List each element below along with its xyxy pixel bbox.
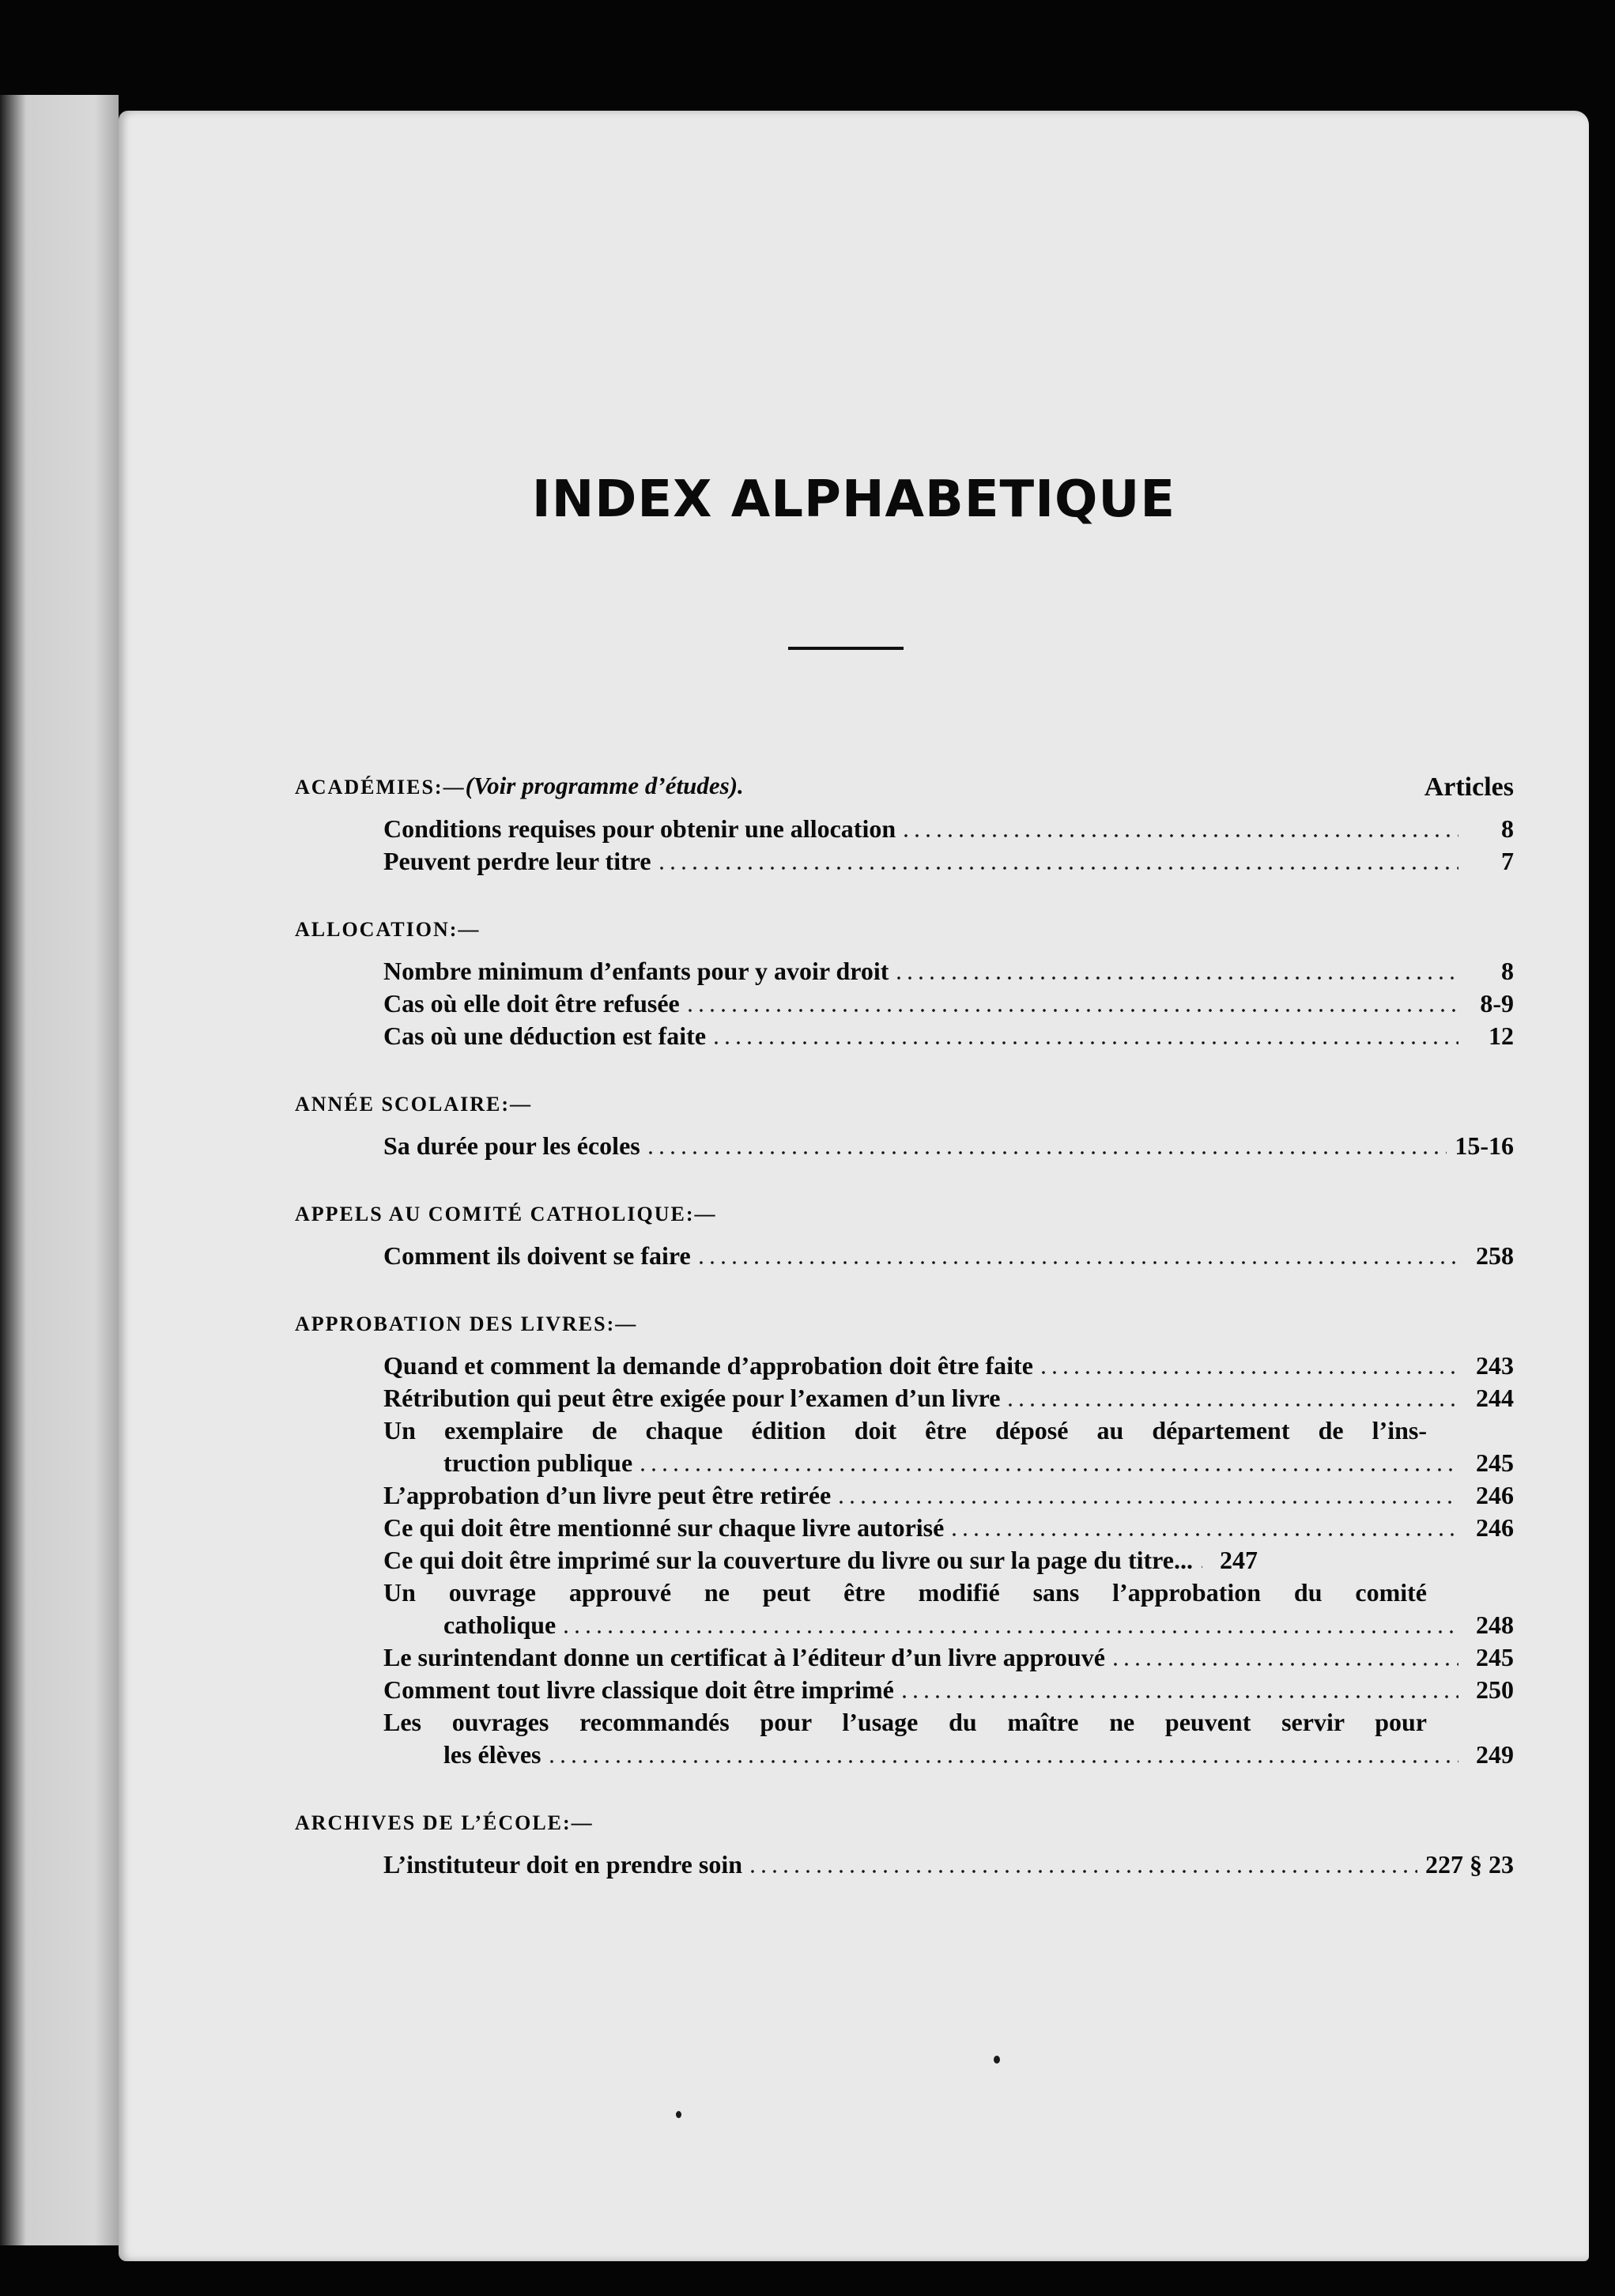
index-entry [383, 1544, 1514, 1577]
entry-text: Rétribution qui peut être exigée pour l’examen d’un livre [383, 1384, 1001, 1412]
index-entry [383, 1382, 1514, 1414]
dot-leader [560, 1630, 1458, 1633]
column-label: Articles [1424, 772, 1514, 802]
entry-text: Conditions requises pour obtenir une allocation [383, 814, 896, 843]
dot-leader [645, 1151, 1447, 1154]
dot-leader [836, 1501, 1458, 1504]
dot-leader [1198, 1565, 1202, 1569]
entry-reference: 8 [1501, 957, 1514, 985]
entry-reference: 246 [1476, 1481, 1514, 1509]
dot-leader [711, 1041, 1458, 1044]
entry-text-continuation: les élèves [443, 1740, 541, 1769]
index-entry [383, 813, 1514, 845]
entry-reference: 12 [1489, 1021, 1514, 1050]
entry-text: Comment tout livre classique doit être imprimé [383, 1675, 894, 1704]
section-heading: APPELS AU COMITÉ CATHOLIQUE:— [295, 1203, 717, 1225]
dot-leader [747, 1870, 1417, 1873]
index-section [295, 1194, 1514, 1272]
section-header-line [295, 1803, 1514, 1844]
index-section [295, 1304, 1514, 1771]
entry-text: Comment ils doivent se faire [383, 1241, 691, 1270]
entry-text: Un ouvrage approuvé ne peut être modifié sans l’approbation du comité [383, 1578, 1427, 1607]
index-entry-multiline [383, 1414, 1514, 1479]
dot-leader [546, 1760, 1459, 1763]
index-entry-multiline [383, 1577, 1514, 1641]
dot-leader [893, 976, 1458, 980]
document-page [119, 111, 1589, 2261]
index-section [295, 767, 1514, 878]
entry-text: Nombre minimum d’enfants pour y avoir droit [383, 957, 889, 985]
index-entry [383, 1020, 1514, 1052]
entry-reference: 246 [1476, 1513, 1514, 1542]
section-header-line [295, 767, 1514, 808]
entry-text: Un exemplaire de chaque édition doit être déposé au département de l’ins- [383, 1416, 1427, 1444]
entry-reference: 258 [1476, 1241, 1514, 1270]
dot-leader [1110, 1663, 1458, 1666]
index-entry [383, 1479, 1514, 1512]
entry-reference: 8-9 [1480, 989, 1514, 1018]
index-entry [383, 845, 1514, 878]
index-entry [383, 988, 1514, 1020]
index-entry [383, 1240, 1514, 1272]
entry-reference: 250 [1476, 1675, 1514, 1704]
dot-leader [900, 834, 1458, 837]
index-entry [383, 1674, 1514, 1706]
title-divider [788, 647, 904, 650]
index-entry [383, 1350, 1514, 1382]
section-header-line [295, 1194, 1514, 1235]
dot-leader [696, 1261, 1458, 1264]
dot-leader [656, 867, 1458, 870]
section-heading: APPROBATION DES LIVRES:— [295, 1312, 638, 1335]
entry-text: L’approbation d’un livre peut être retirée [383, 1481, 832, 1509]
entry-reference: 15-16 [1455, 1131, 1514, 1160]
entry-text: Les ouvrages recommandés pour l’usage du maître ne peuvent servir pour [383, 1708, 1427, 1736]
index-section [295, 1803, 1514, 1881]
entry-reference: 243 [1476, 1351, 1514, 1380]
entry-reference: 248 [1476, 1611, 1514, 1639]
print-speck [994, 2056, 1000, 2064]
index-entry [383, 1641, 1514, 1674]
index-entry [383, 955, 1514, 988]
entry-reference: 7 [1501, 847, 1514, 875]
dot-leader [1005, 1403, 1458, 1407]
dot-leader [899, 1695, 1458, 1698]
dot-leader [949, 1533, 1458, 1536]
dot-leader [637, 1468, 1458, 1471]
index-section [295, 1084, 1514, 1162]
entry-reference: 245 [1476, 1448, 1514, 1477]
entry-reference: 244 [1476, 1384, 1514, 1412]
entry-text: Ce qui doit être mentionné sur chaque livre autorisé [383, 1513, 945, 1542]
dot-leader [685, 1009, 1458, 1012]
index-section [295, 909, 1514, 1052]
entry-reference: 227 § 23 [1425, 1850, 1514, 1879]
entry-reference: 8 [1501, 814, 1514, 843]
entry-reference: 247 [1219, 1546, 1258, 1574]
section-note: (Voir programme d’études). [465, 772, 744, 799]
index-entry [383, 1849, 1514, 1881]
entry-text: Quand et comment la demande d’approbation doit être faite [383, 1351, 1033, 1380]
dot-leader [1038, 1371, 1458, 1374]
entry-text: Cas où une déduction est faite [383, 1021, 707, 1050]
section-heading: ACADÉMIES:— [295, 776, 466, 799]
section-heading: ALLOCATION:— [295, 918, 481, 941]
section-heading: ARCHIVES DE L’ÉCOLE:— [295, 1811, 594, 1834]
entry-reference: 249 [1476, 1740, 1514, 1769]
entry-text-continuation: catholique [443, 1611, 557, 1639]
index-entry-multiline [383, 1706, 1514, 1771]
index-entry [383, 1130, 1514, 1162]
index-entry [383, 1512, 1514, 1544]
section-header-line [295, 1304, 1514, 1345]
entry-text: L’instituteur doit en prendre soin [383, 1850, 743, 1879]
page-title: INDEX ALPHABETIQUE [531, 470, 1176, 529]
print-speck [676, 2111, 681, 2118]
section-heading: ANNÉE SCOLAIRE:— [295, 1093, 532, 1116]
entry-text: Cas où elle doit être refusée [383, 989, 680, 1018]
entry-text: Ce qui doit être imprimé sur la couverture du livre ou sur la page du titre... [383, 1546, 1193, 1574]
section-header-line [295, 909, 1514, 950]
entry-reference: 245 [1476, 1643, 1514, 1671]
entry-text: Le surintendant donne un certificat à l’éditeur d’un livre approuvé [383, 1643, 1105, 1671]
entry-text: Sa durée pour les écoles [383, 1131, 640, 1160]
section-header-line [295, 1084, 1514, 1125]
facing-page-edge [0, 95, 119, 2245]
index-list [295, 767, 1514, 1913]
entry-text-continuation: truction publique [443, 1448, 633, 1477]
entry-text: Peuvent perdre leur titre [383, 847, 651, 875]
